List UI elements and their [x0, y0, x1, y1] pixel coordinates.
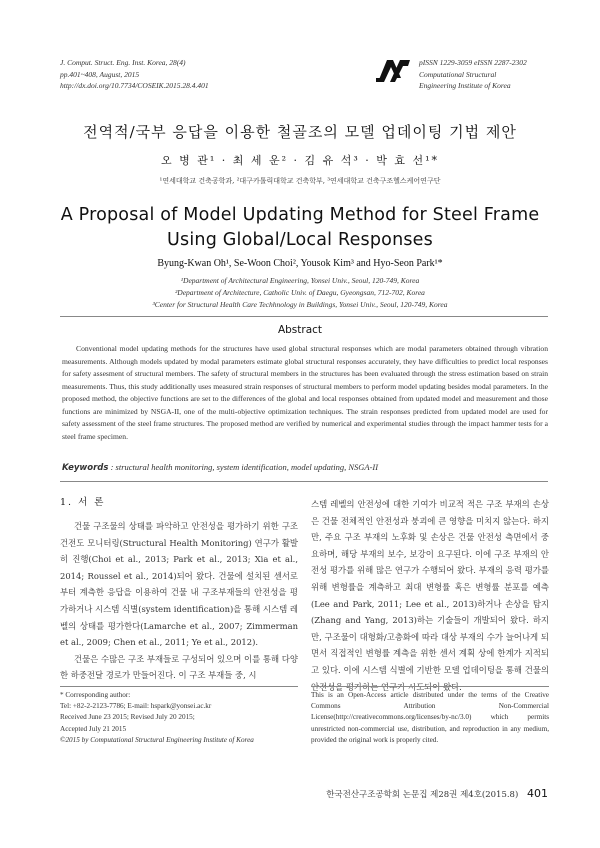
page-number: 401 — [527, 787, 548, 800]
paragraph: 건물은 수많은 구조 부재들로 구성되어 있으며 이를 통해 다양한 하중전달 경로가 만들어진다. 이 구조 부재들 중, 시 — [60, 653, 298, 681]
abstract-text: Conventional model updating methods for the structures have used global structural responses which are modal parameters obtained through vibration measurements. Although models updated by modal parameters estimate global structural responses accurately, they have difficulties to predict local responses for safety assesment of structural members. The safety of structural members in the structures has been evaluated through the stress estimation based on strain measurements. Thus, this study additionally uses measured strain responses of structural members to perform model updating besides modal parameters. In the proposed method, the objective functions are set to the differences of the global and local responses obtained from updated model and measurement and those functions are minimized by NSGA-II, one of the multi-objective optimization techniques. The strain responses predicted from updated model are used for safety assessment of the steel frame structures. The proposed method are verified by numerical and experimental studies through the impact hammer tests for a steel frame specimen. — [62, 344, 548, 441]
divider — [60, 316, 548, 317]
journal-line: pp.401~408, August, 2015 — [60, 69, 140, 79]
keywords-label: Keywords — [62, 463, 109, 473]
issn-info — [419, 57, 527, 92]
footnote-line: Tel: +82-2-2123-7786; E-mail: hspark@yonsei.ac.kr — [60, 702, 212, 711]
footnote-license: This is an Open-Access article distributed under the terms of the Creative Commons Attribution Non-Commercial License(http://creativecommons.org/licenses/by-nc/3.0) which permits unrestricted non-commercial use, distribution, and reproduction in any medium, provided the original work is properly cited. — [311, 691, 549, 744]
paragraph: 스템 레벨의 안전성에 대한 기여가 비교적 적은 구조 부재의 손상은 건물 전체적인 안전성과 붕괴에 큰 영향을 미치지 않는다. 하지만, 주요 구조 부재의 노후화 및 손상은 건물 안전성 측면에서 중요하며, 해당 부재의 보수, 보강이 요구된다. 이에 구조 부재의 안전성 평가를 위해 많은 연구가 수행되어 왔다. 부재의 응력 평가를 위해 변형률을 계측하고 최대 변형률 혹은 변형률 분포를 예측(Lee and Park, 2011; Lee et al., 2013)하거나 손상을 탐지(Zhang and Yang, 2013)하는 기술들이 개발되어 왔다. 하지만, 구조물이 대형화/고층화에 따라 대상 부재의 수가 늘어나게 되면서 직접적인 변형률 계측을 위한 센서 계획 상에 한계가 지적되고 있다. 이에 시스템 식별에 기반한 모델 업데이팅을 통해 건물의 안전성을 평가하는 연구가 시도되어 왔다. — [311, 499, 549, 692]
coseik-logo-icon — [376, 58, 410, 84]
footnote-line: Received June 23 2015; Revised July 20 2015; — [60, 713, 195, 722]
body-right-column — [311, 496, 549, 695]
authors-english: Byung-Kwan Oh¹, Se-Woon Choi², Yousok Kim³ and Hyo-Seon Park¹* — [157, 258, 443, 269]
publisher-line: Computational Structural — [419, 69, 497, 79]
body-left-column — [60, 518, 298, 684]
footnote-corresponding — [60, 690, 298, 746]
section-heading: 1. 서 론 — [60, 497, 106, 508]
footnote-line: * Corresponding author: — [60, 691, 131, 699]
authors-korean: 오 병 관¹ · 최 세 운² · 김 유 석³ · 박 효 선¹* — [160, 154, 440, 167]
footnote-divider — [60, 686, 298, 687]
affiliations-english — [0, 275, 600, 311]
paragraph: 건물 구조물의 상태를 파악하고 안전성을 평가하기 위한 구조 건전도 모니터링(Structural Health Monitoring) 연구가 활발히 진행(Choi et al., 2013; Park et al., 2013; Xia et al., 2014; Roussel et al., 2014)되어 왔다. 건물에 설치된 센서로부터 계측한 응답을 이용하여 건물 내 구조부재들의 안전성을 평가하거나 시스템 식별(system identification)을 통해 시스템 레벨의 상태를 평가한다(Lamarche et al., 2007; Zimmerman et al., 2009; Chen et al., 2011; Ye et al., 2012). — [60, 521, 298, 648]
footnote-divider — [311, 686, 549, 687]
affiliation-line: ³Center for Structural Health Care Techhnology in Buildings, Yonsei Univ., Seoul, 120-749, Korea — [152, 300, 448, 309]
journal-info — [60, 57, 209, 92]
affiliation-line: ¹Department of Architectural Engineering, Yonsei Univ., Seoul, 120-749, Korea — [180, 276, 420, 285]
abstract-heading: Abstract — [277, 324, 323, 336]
publisher-line: Engineering Institute of Korea — [419, 81, 511, 90]
affiliations-korean: ¹연세대학교 건축공학과, ²대구카톨릭대학교 건축학부, ³연세대학교 건축구조헬스케어연구단 — [159, 177, 441, 185]
footer-journal: 한국전산구조공학회 논문집 제28권 제4호(2015.8) — [326, 790, 519, 800]
page-footer — [0, 787, 548, 800]
copyright-line: ©2015 by Computational Structural Engineering Institute of Korea — [60, 735, 254, 744]
journal-line: J. Comput. Struct. Eng. Inst. Korea, 28(4) — [60, 58, 186, 67]
keywords-text: : structural health monitoring, system identification, model updating, NSGA-II — [110, 462, 379, 472]
keywords — [62, 462, 548, 473]
divider — [60, 481, 548, 482]
footnote-line: Accepted July 21 2015 — [60, 724, 127, 733]
issn-line: pISSN 1229-3059 eISSN 2287-2302 — [419, 58, 527, 67]
title-english: A Proposal of Model Updating Method for Steel Frame Using Global/Local Responses — [60, 205, 540, 250]
doi-link[interactable]: http://dx.doi.org/10.7734/COSEIK.2015.28.4.401 — [60, 81, 209, 90]
affiliation-line: ²Department of Architecture, Catholic Univ. of Daegu, Gyeongsan, 712-702, Korea — [175, 288, 425, 297]
title-korean: 전역적/국부 응답을 이용한 철골조의 모델 업데이팅 기법 제안 — [83, 123, 517, 141]
